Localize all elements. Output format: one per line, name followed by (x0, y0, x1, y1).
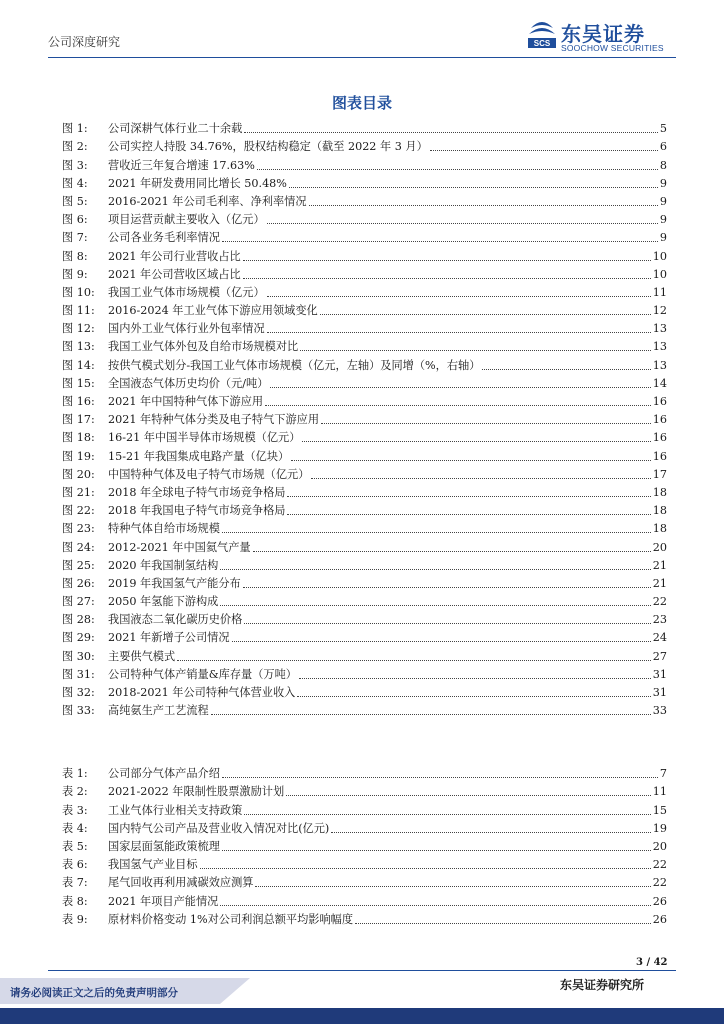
table-entry-title: 尾气回收再利用减碳效应测算 (108, 876, 254, 890)
figure-entry-page: 11 (652, 285, 667, 299)
table-entry-label: 表 5: (62, 839, 88, 853)
figure-entry-label: 图 10: (62, 285, 95, 299)
figure-entry[interactable] (62, 500, 667, 518)
figure-entry-label: 图 9: (62, 267, 88, 281)
dot-leader (291, 460, 651, 461)
figure-entry-page: 9 (659, 194, 667, 208)
logo-chinese-name: 东吴证券 (561, 22, 645, 46)
figure-entry-title: 我国液态二氧化碳历史价格 (108, 613, 243, 627)
dot-leader (321, 423, 651, 424)
dot-leader (309, 205, 658, 206)
figure-entry-title: 2016-2024 年工业气体下游应用领域变化 (108, 304, 318, 318)
figure-entry[interactable] (62, 318, 667, 336)
figure-entry-title: 全国液态气体历史均价（元/吨） (108, 376, 269, 390)
figure-entry[interactable] (62, 682, 667, 700)
table-list (62, 763, 667, 927)
figure-entry-label: 图 12: (62, 322, 95, 336)
figure-entry[interactable] (62, 536, 667, 554)
table-entry-label: 表 2: (62, 785, 88, 799)
figure-entry-page: 18 (652, 504, 667, 518)
figure-entry[interactable] (62, 645, 667, 663)
figure-entry-page: 10 (652, 249, 667, 263)
table-entry-label: 表 3: (62, 803, 88, 817)
figure-entry-page: 13 (652, 340, 667, 354)
figure-entry[interactable] (62, 300, 667, 318)
figure-entry[interactable] (62, 264, 667, 282)
figure-entry[interactable] (62, 482, 667, 500)
figure-entry-label: 图 5: (62, 194, 88, 208)
figure-entry-page: 13 (652, 358, 667, 372)
figure-entry-page: 16 (652, 413, 667, 427)
figure-entry-label: 图 18: (62, 431, 95, 445)
figure-entry-label: 图 30: (62, 649, 95, 663)
figure-entry-label: 图 31: (62, 667, 95, 681)
figure-entry[interactable] (62, 336, 667, 354)
figure-entry-label: 图 2: (62, 140, 88, 154)
table-entry-label: 表 7: (62, 876, 88, 890)
page-number: 3 / 42 (636, 957, 668, 968)
table-entry[interactable] (62, 781, 667, 799)
dot-leader (253, 551, 651, 552)
figure-entry[interactable] (62, 245, 667, 263)
figure-entry-title: 项目运营贡献主要收入（亿元） (108, 213, 265, 227)
dot-leader (299, 678, 651, 679)
figure-entry-title: 2018-2021 年公司特种气体营业收入 (108, 686, 296, 699)
figure-entry-title: 2016-2021 年公司毛利率、净利率情况 (108, 194, 307, 208)
figure-entry[interactable] (62, 173, 667, 191)
figure-entry-title: 主要供气模式 (108, 649, 176, 663)
figure-entry-label: 图 32: (62, 686, 95, 699)
table-entry-page: 19 (652, 821, 667, 835)
page-header (0, 0, 724, 60)
figure-entry-label: 图 4: (62, 176, 88, 190)
figure-entry[interactable] (62, 609, 667, 627)
figure-entry-title: 2019 年我国氢气产能分布 (108, 576, 241, 590)
figure-entry-label: 图 6: (62, 213, 88, 227)
figure-entry-title: 按供气模式划分-我国工业气体市场规模（亿元，左轴）及同增（%，右轴） (108, 358, 481, 372)
figure-entry-label: 图 24: (62, 540, 95, 554)
figure-entry[interactable] (62, 391, 667, 409)
figure-entry[interactable] (62, 373, 667, 391)
figure-entry-label: 图 19: (62, 449, 95, 463)
figure-entry-title: 15-21 年我国集成电路产量（亿块） (108, 449, 290, 463)
figure-entry-page: 16 (652, 431, 667, 445)
table-entry-page: 7 (659, 767, 667, 781)
figure-entry[interactable] (62, 136, 667, 154)
figure-entry[interactable] (62, 427, 667, 445)
table-entry-title: 国家层面氢能政策梳理 (108, 839, 220, 853)
figure-entry-page: 9 (659, 213, 667, 227)
dot-leader (297, 696, 650, 697)
figure-entry-label: 图 7: (62, 231, 88, 245)
figure-entry-page: 8 (659, 158, 667, 172)
figure-entry-page: 14 (652, 376, 667, 390)
figure-entry-title: 2021 年公司行业营收占比 (108, 249, 241, 263)
table-entry-label: 表 9: (62, 912, 88, 926)
table-entry-title: 2021 年项目产能情况 (108, 894, 219, 908)
dot-leader (222, 532, 651, 533)
table-entry-page: 22 (652, 858, 667, 872)
table-entry-label: 表 4: (62, 821, 88, 835)
figure-entry-label: 图 17: (62, 413, 95, 427)
figure-entry[interactable] (62, 191, 667, 209)
page-title: 图表目录 (331, 94, 392, 112)
figure-entry-page: 22 (652, 595, 667, 609)
figure-entry[interactable] (62, 555, 667, 573)
figure-entry-title: 2018 年全球电子特气市场竞争格局 (108, 485, 286, 499)
table-entry[interactable] (62, 909, 667, 927)
table-entry-label: 表 8: (62, 894, 88, 908)
figure-entry-title: 国内外工业气体行业外包率情况 (108, 322, 265, 336)
figure-entry-page: 33 (652, 704, 667, 718)
figure-entry[interactable] (62, 664, 667, 682)
dot-leader (267, 296, 651, 297)
table-entry-page: 20 (652, 839, 667, 853)
dot-leader (331, 832, 650, 833)
figure-entry-label: 图 28: (62, 613, 95, 627)
figure-entry[interactable] (62, 445, 667, 463)
dot-leader (287, 496, 650, 497)
figure-entry-label: 图 20: (62, 467, 95, 481)
table-entry-page: 11 (652, 785, 667, 799)
dot-leader (222, 850, 651, 851)
dot-leader (211, 714, 651, 715)
table-entry[interactable] (62, 799, 667, 817)
figure-entry-page: 20 (652, 540, 667, 554)
figure-entry[interactable] (62, 209, 667, 227)
figure-entry-page: 6 (659, 140, 667, 154)
figure-entry-title: 2021 年特种气体分类及电子特气下游应用 (108, 413, 320, 427)
disclaimer-text: 请务必阅读正文之后的免责声明部分 (10, 987, 178, 999)
figure-entry-page: 16 (652, 395, 667, 408)
figure-entry[interactable] (62, 518, 667, 536)
figure-entry[interactable] (62, 464, 667, 482)
figure-entry-title: 2021 年中国特种气体下游应用 (108, 395, 264, 408)
dot-leader (482, 369, 650, 370)
figure-entry-page: 24 (652, 631, 667, 645)
dot-leader (257, 169, 658, 170)
brand-logo (527, 18, 677, 54)
figure-entry[interactable] (62, 409, 667, 427)
figure-entry-title: 公司实控人持股 34.76%，股权结构稳定（截至 2022 年 3 月） (108, 140, 428, 154)
figure-entry-page: 16 (652, 449, 667, 463)
dot-leader (286, 795, 651, 796)
dot-leader (302, 441, 650, 442)
figure-entry-page: 17 (652, 467, 667, 481)
bottom-band (0, 1008, 724, 1024)
table-entry-label: 表 1: (62, 767, 88, 781)
figure-entry-title: 营收近三年复合增速 17.63% (108, 158, 255, 172)
figure-entry-page: 10 (652, 267, 667, 281)
table-entry-page: 26 (652, 894, 667, 908)
figure-entry-label: 图 3: (62, 158, 88, 172)
dot-leader (222, 241, 658, 242)
dot-leader (287, 514, 650, 515)
table-entry-label: 表 6: (62, 858, 88, 872)
figure-entry-title: 2012-2021 年中国氦气产量 (108, 540, 251, 554)
figure-entry[interactable] (62, 573, 667, 591)
figure-entry[interactable] (62, 154, 667, 172)
dot-leader (220, 605, 650, 606)
figure-entry-page: 31 (652, 686, 667, 699)
figure-entry-label: 图 27: (62, 595, 95, 609)
figure-entry-title: 2018 年我国电子特气市场竞争格局 (108, 504, 286, 518)
figure-entry-label: 图 13: (62, 340, 95, 354)
figure-entry-label: 图 23: (62, 522, 95, 536)
figure-entry[interactable] (62, 700, 667, 718)
dot-leader (289, 187, 658, 188)
logo-english-name: SOOCHOW SECURITIES (561, 43, 664, 53)
figure-entry-label: 图 33: (62, 704, 95, 718)
dot-leader (267, 223, 658, 224)
dot-leader (177, 660, 651, 661)
figure-entry-title: 我国工业气体市场规模（亿元） (108, 285, 265, 299)
dot-leader (265, 405, 651, 406)
figure-entry-title: 公司深耕气体行业二十余载 (108, 122, 243, 136)
figure-entry-title: 2050 年氢能下游构成 (108, 595, 219, 609)
figure-entry-page: 5 (659, 122, 667, 136)
footer-divider (48, 970, 676, 971)
figure-entry-title: 2021 年公司营收区域占比 (108, 267, 241, 281)
figure-entry-label: 图 16: (62, 395, 95, 408)
figure-entry-title: 16-21 年中国半导体市场规模（亿元） (108, 431, 301, 445)
dot-leader (355, 923, 651, 924)
figure-entry-page: 21 (652, 576, 667, 590)
table-entry[interactable] (62, 872, 667, 890)
dot-leader (255, 886, 650, 887)
dot-leader (430, 150, 658, 151)
figure-entry[interactable] (62, 591, 667, 609)
figure-entry-page: 9 (659, 231, 667, 245)
figure-entry-label: 图 29: (62, 631, 95, 645)
dot-leader (220, 905, 650, 906)
table-entry-title: 我国氢气产业目标 (108, 858, 198, 872)
dot-leader (243, 278, 651, 279)
report-type: 公司深度研究 (48, 35, 121, 49)
table-entry[interactable] (62, 763, 667, 781)
figure-entry-title: 2021 年新增子公司情况 (108, 631, 230, 645)
figure-entry-title: 公司各业务毛利率情况 (108, 231, 220, 245)
figure-entry[interactable] (62, 118, 667, 136)
figure-entry-title: 中国特种气体及电子特气市场规（亿元） (108, 467, 310, 481)
soochow-logo-icon (527, 18, 557, 54)
dot-leader (244, 132, 658, 133)
figure-entry-label: 图 22: (62, 504, 95, 518)
dot-leader (200, 868, 651, 869)
figure-entry-page: 18 (652, 485, 667, 499)
dot-leader (220, 569, 650, 570)
figure-entry-title: 我国工业气体外包及自给市场规模对比 (108, 340, 299, 354)
dot-leader (244, 814, 650, 815)
figure-list (62, 118, 667, 718)
table-entry-page: 15 (652, 803, 667, 817)
table-entry-title: 原材料价格变动 1%对公司利润总额平均影响幅度 (108, 912, 354, 926)
figure-entry-page: 27 (652, 649, 667, 663)
figure-entry-title: 2021 年研发费用同比增长 50.48% (108, 176, 287, 190)
figure-entry-label: 图 15: (62, 376, 95, 390)
header-divider (48, 57, 676, 58)
figure-entry-page: 9 (659, 176, 667, 190)
dot-leader (244, 623, 650, 624)
figure-entry-page: 18 (652, 522, 667, 536)
figure-entry-label: 图 26: (62, 576, 95, 590)
table-entry-title: 国内特气公司产品及营业收入情况对比(亿元) (108, 821, 330, 835)
dot-leader (270, 387, 650, 388)
figure-entry-label: 图 14: (62, 358, 95, 372)
figure-entry-label: 图 1: (62, 122, 88, 136)
table-entry-title: 公司部分气体产品介绍 (108, 767, 220, 781)
table-entry-page: 22 (652, 876, 667, 890)
table-entry-page: 26 (652, 912, 667, 926)
figure-entry-label: 图 11: (62, 304, 95, 318)
figure-entry-page: 23 (652, 613, 667, 627)
figure-entry[interactable] (62, 354, 667, 372)
dot-leader (267, 332, 651, 333)
figure-entry[interactable] (62, 227, 667, 245)
figure-entry-page: 31 (652, 667, 667, 681)
dot-leader (232, 641, 651, 642)
table-entry[interactable] (62, 836, 667, 854)
figure-entry[interactable] (62, 282, 667, 300)
figure-entry-title: 特种气体自给市场规模 (108, 522, 220, 536)
dot-leader (222, 777, 658, 778)
institute-name: 东吴证券研究所 (560, 978, 645, 992)
table-entry[interactable] (62, 890, 667, 908)
figure-entry-label: 图 25: (62, 558, 95, 572)
table-entry-title: 2021-2022 年限制性股票激励计划 (108, 785, 285, 799)
figure-entry-page: 21 (652, 558, 667, 572)
dot-leader (243, 260, 651, 261)
dot-leader (243, 587, 651, 588)
dot-leader (320, 314, 651, 315)
dot-leader (311, 478, 650, 479)
figure-entry-title: 高纯氨生产工艺流程 (108, 704, 209, 718)
table-entry-title: 工业气体行业相关支持政策 (108, 803, 243, 817)
logo-mark-text: SCS (533, 39, 551, 48)
figure-entry-page: 12 (652, 304, 667, 318)
figure-entry-label: 图 21: (62, 485, 95, 499)
figure-entry-title: 2020 年我国制氢结构 (108, 558, 219, 572)
figure-entry[interactable] (62, 627, 667, 645)
table-entry[interactable] (62, 818, 667, 836)
table-entry[interactable] (62, 854, 667, 872)
figure-entry-label: 图 8: (62, 249, 88, 263)
figure-entry-title: 公司特种气体产销量&库存量（万吨） (108, 667, 297, 681)
dot-leader (300, 350, 651, 351)
figure-entry-page: 13 (652, 322, 667, 336)
